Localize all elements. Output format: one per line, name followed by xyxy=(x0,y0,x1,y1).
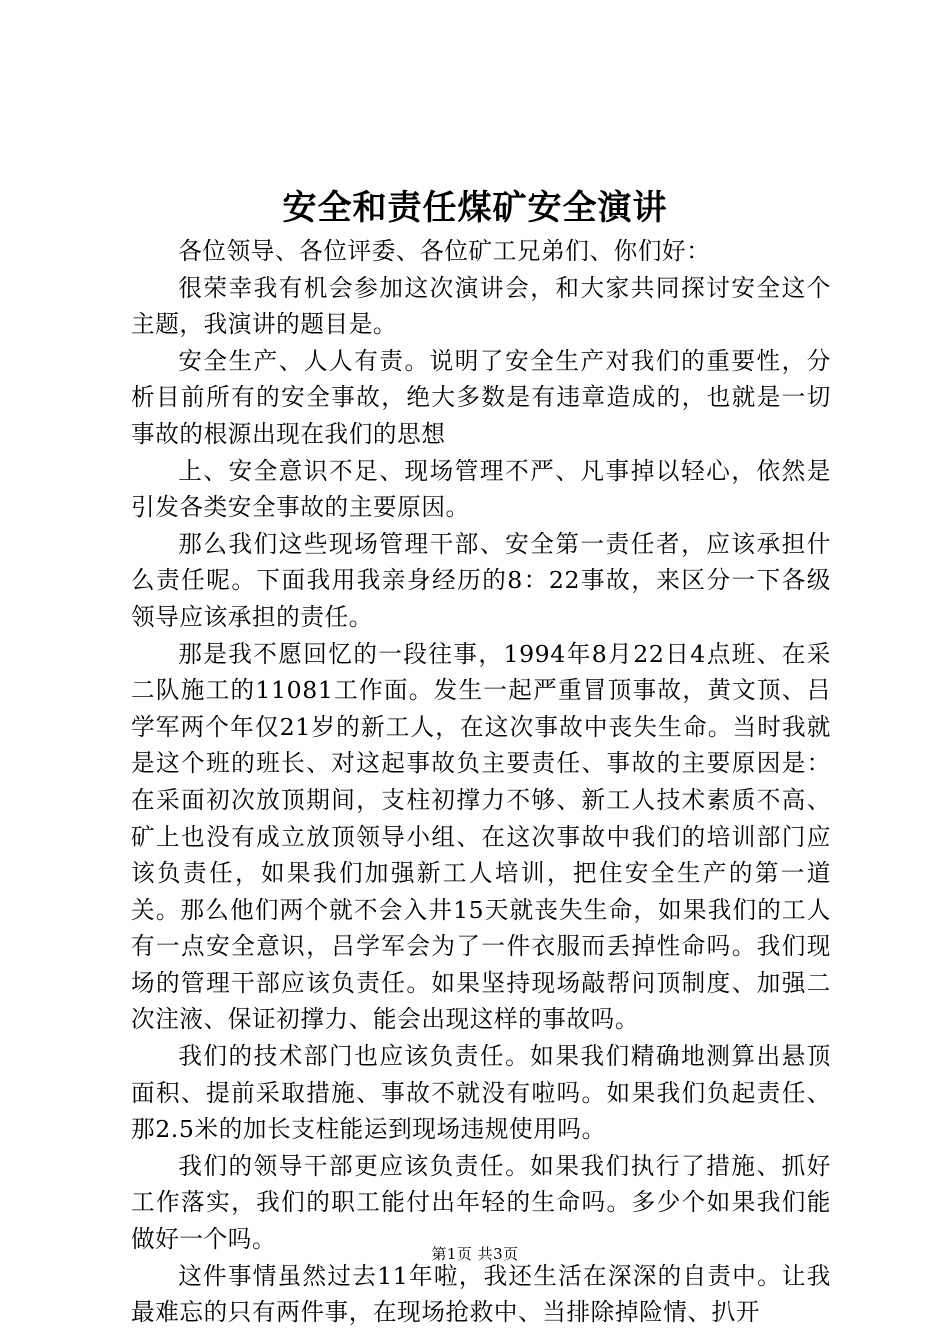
paragraph-intro: 很荣幸我有机会参加这次演讲会，和大家共同探讨安全这个主题，我演讲的题目是。 xyxy=(131,273,831,339)
document-title: 安全和责任煤矿安全演讲 xyxy=(282,188,668,228)
paragraph-question: 那么我们这些现场管理干部、安全第一责任者，应该承担什么责任呢。下面我用我亲身经历的8：22事故，来区分一下各级领导应该承担的责任。 xyxy=(131,529,831,631)
paragraph-accident-story: 那是我不愿回忆的一段往事，1994年8月22日4点班、在采二队施工的11081工作面。发生一起严重冒顶事故，黄文顶、吕学军两个年仅21岁的新工人，在这次事故中丧失生命。当时我就是这个班的班长、对这起事故负主要责任、事故的主要原因是：在采面初次放顶期间，支柱初撑力不够、新工人技术素质不高、矿上也没有成立放顶领导小组、在这次事故中我们的培训部门应该负责任，如果我们加强新工人培训，把住安全生产的第一道关。那么他们两个就不会入井15天就丧失生命，如果我们的工人有一点安全意识，吕学军会为了一件衣服而丢掉性命吗。我们现场的管理干部应该负责任。如果坚持现场敲帮问顶制度、加强二次注液、保证初撑力、能会出现这样的事故吗。 xyxy=(131,639,831,1034)
document-body xyxy=(131,233,831,1331)
paragraph-reflection: 这件事情虽然过去11年啦，我还生活在深深的自责中。让我最难忘的只有两件事，在现场抢救中、当排除掉险情、扒开 xyxy=(131,1261,831,1327)
paragraph-safety-responsibility: 安全生产、人人有责。说明了安全生产对我们的重要性，分析目前所有的安全事故，绝大多数是有违章造成的，也就是一切事故的根源出现在我们的思想 xyxy=(131,346,831,448)
paragraph-leadership: 我们的领导干部更应该负责任。如果我们执行了措施、抓好工作落实，我们的职工能付出年轻的生命吗。多少个如果我们能做好一个吗。 xyxy=(131,1151,831,1254)
paragraph-greeting: 各位领导、各位评委、各位矿工兄弟们、你们好： xyxy=(178,237,711,265)
paragraph-technical-department: 我们的技术部门也应该负责任。如果我们精确地测算出悬顶面积、提前采取措施、事故不就没有啦吗。如果我们负起责任、那2.5米的加长支柱能运到现场违规使用吗。 xyxy=(131,1042,831,1144)
page-number-footer: 第1页 共3页 xyxy=(431,1245,519,1263)
paragraph-causes: 上、安全意识不足、现场管理不严、凡事掉以轻心，依然是引发各类安全事故的主要原因。 xyxy=(131,456,831,522)
